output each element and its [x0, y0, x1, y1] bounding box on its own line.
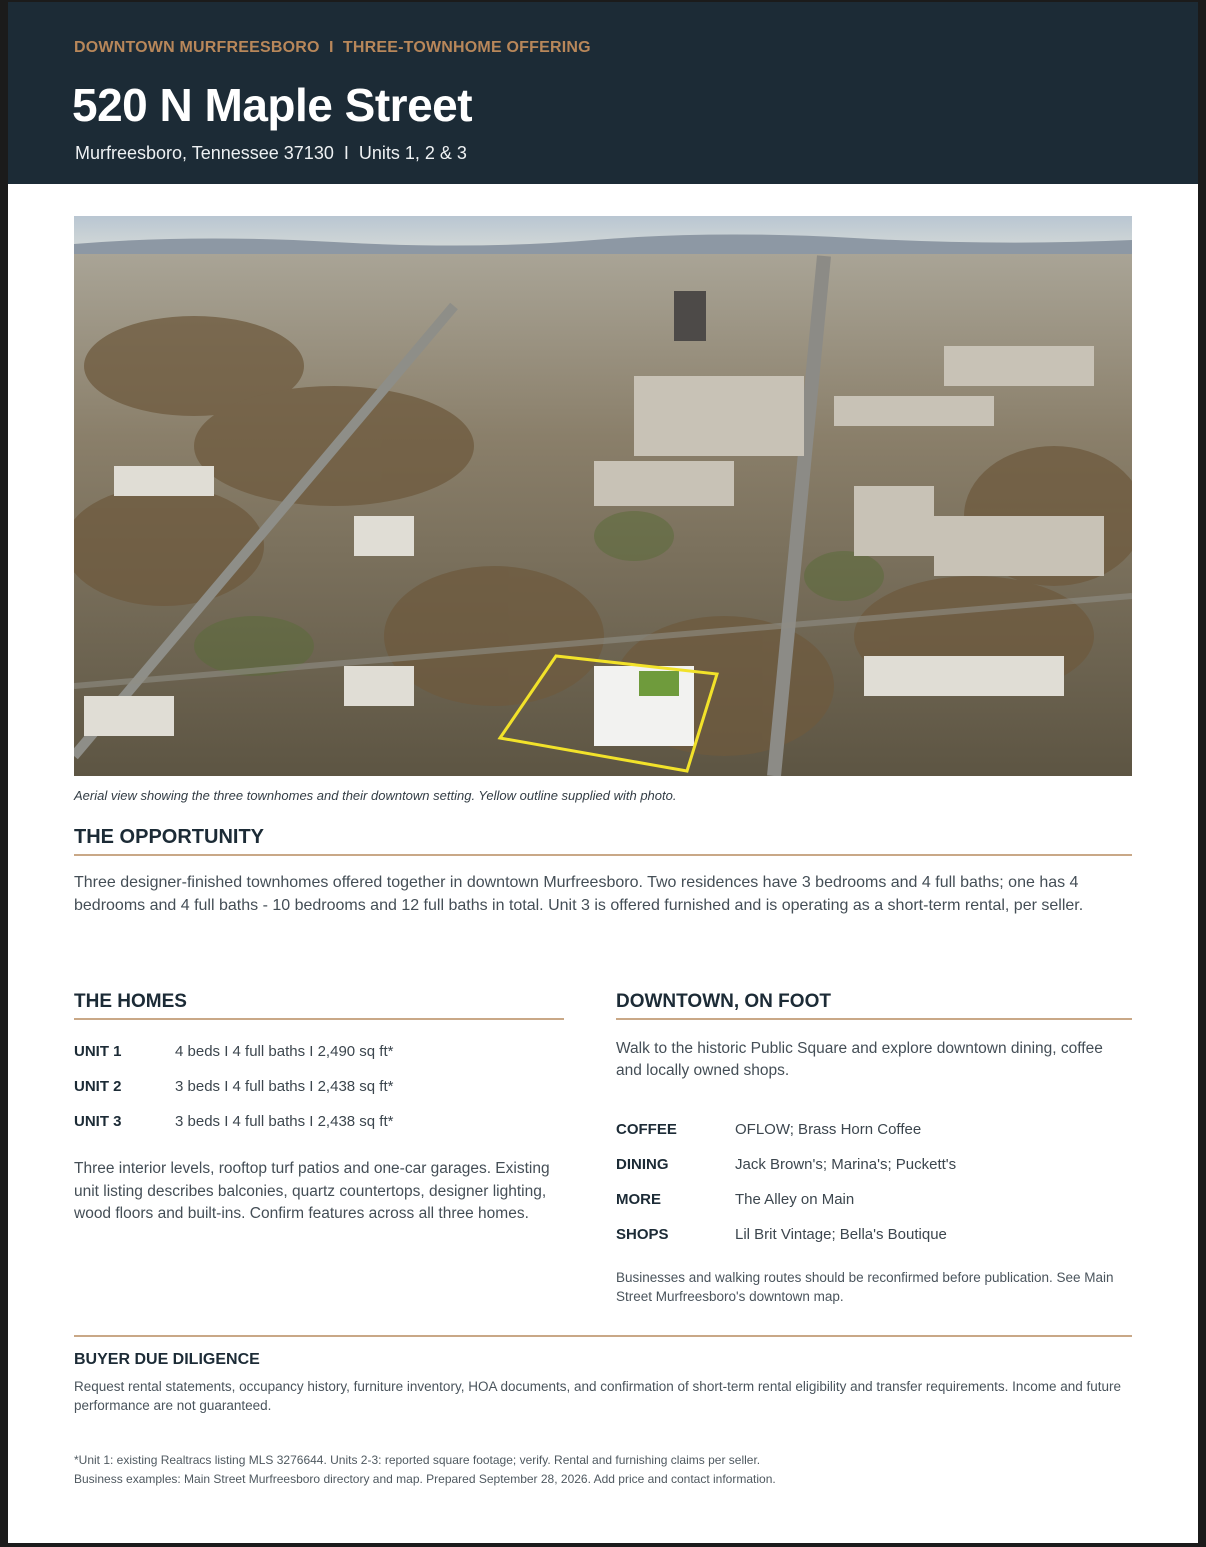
eyebrow-text: DOWNTOWN MURFREESBORO I THREE-TOWNHOME OFFERING — [74, 39, 591, 56]
downtown-coffee-label: COFFEE — [616, 1121, 677, 1138]
downtown-shops-value: Lil Brit Vintage; Bella's Boutique — [735, 1226, 947, 1243]
page-title: 520 N Maple Street — [72, 79, 473, 131]
brochure-page — [8, 2, 1198, 1543]
homes-divider — [74, 1018, 564, 1020]
downtown-dining-value: Jack Brown's; Marina's; Puckett's — [735, 1156, 957, 1173]
homes-description: Three interior levels, rooftop turf patios and one-car garages. Existing unit listing describes balconies, quartz countertops, designer lighting, wood floors and built-ins. Confirm features across all three homes. — [74, 1160, 550, 1222]
homes-heading: THE HOMES — [74, 991, 187, 1012]
downtown-dining-label: DINING — [616, 1156, 669, 1173]
downtown-heading: DOWNTOWN, ON FOOT — [616, 991, 831, 1012]
aerial-photo-illustration — [74, 216, 1132, 776]
downtown-divider — [616, 1018, 1132, 1020]
opportunity-heading: THE OPPORTUNITY — [74, 826, 265, 848]
aerial-photo — [74, 216, 1132, 776]
downtown-coffee-value: OFLOW; Brass Horn Coffee — [735, 1121, 922, 1138]
photo-caption: Aerial view showing the three townhomes and their downtown setting. Yellow outline supplied with photo. — [74, 788, 677, 803]
downtown-intro: Walk to the historic Public Square and explore downtown dining, coffee and locally owned shops. — [616, 1040, 1103, 1079]
diligence-heading: BUYER DUE DILIGENCE — [74, 1351, 260, 1368]
header-banner — [8, 2, 1198, 184]
unit-1-label: UNIT 1 — [74, 1043, 122, 1060]
downtown-note: Businesses and walking routes should be reconfirmed before publication. See Main Street Murfreesboro's downtown map. — [616, 1270, 1114, 1304]
unit-2-label: UNIT 2 — [74, 1078, 122, 1095]
opportunity-text: Three designer-finished townhomes offered together in downtown Murfreesboro. Two residences have 3 bedrooms and 4 full baths; one has 4 bedrooms and 4 full baths - 10 bedrooms and 12 full baths in total. Unit 3 is offered furnished and is operating as a short-term rental, per seller. — [74, 874, 1084, 914]
downtown-more-value: The Alley on Main — [735, 1191, 855, 1208]
diligence-text: Request rental statements, occupancy history, furniture inventory, HOA documents, and confirmation of short-term rental eligibility and transfer requirements. Income and future performance are not guaranteed. — [74, 1379, 1122, 1413]
unit-2-spec: 3 beds I 4 full baths I 2,438 sq ft* — [175, 1078, 394, 1095]
downtown-shops-label: SHOPS — [616, 1226, 669, 1243]
unit-1-spec: 4 beds I 4 full baths I 2,490 sq ft* — [175, 1043, 394, 1060]
opportunity-divider — [74, 854, 1132, 856]
downtown-more-label: MORE — [616, 1191, 661, 1208]
page-subtitle: Murfreesboro, Tennessee 37130 I Units 1, 2 & 3 — [75, 143, 467, 163]
unit-3-spec: 3 beds I 4 full baths I 2,438 sq ft* — [175, 1113, 394, 1130]
unit-3-label: UNIT 3 — [74, 1113, 122, 1130]
footnote-line-1: *Unit 1: existing Realtracs listing MLS 3276644. Units 2-3: reported square footage; verify. Rental and furnishing claims per seller. — [74, 1453, 761, 1467]
diligence-divider — [74, 1335, 1132, 1337]
footnote-line-2: Business examples: Main Street Murfreesboro directory and map. Prepared September 28, 2026. Add price and contact information. — [74, 1472, 776, 1486]
